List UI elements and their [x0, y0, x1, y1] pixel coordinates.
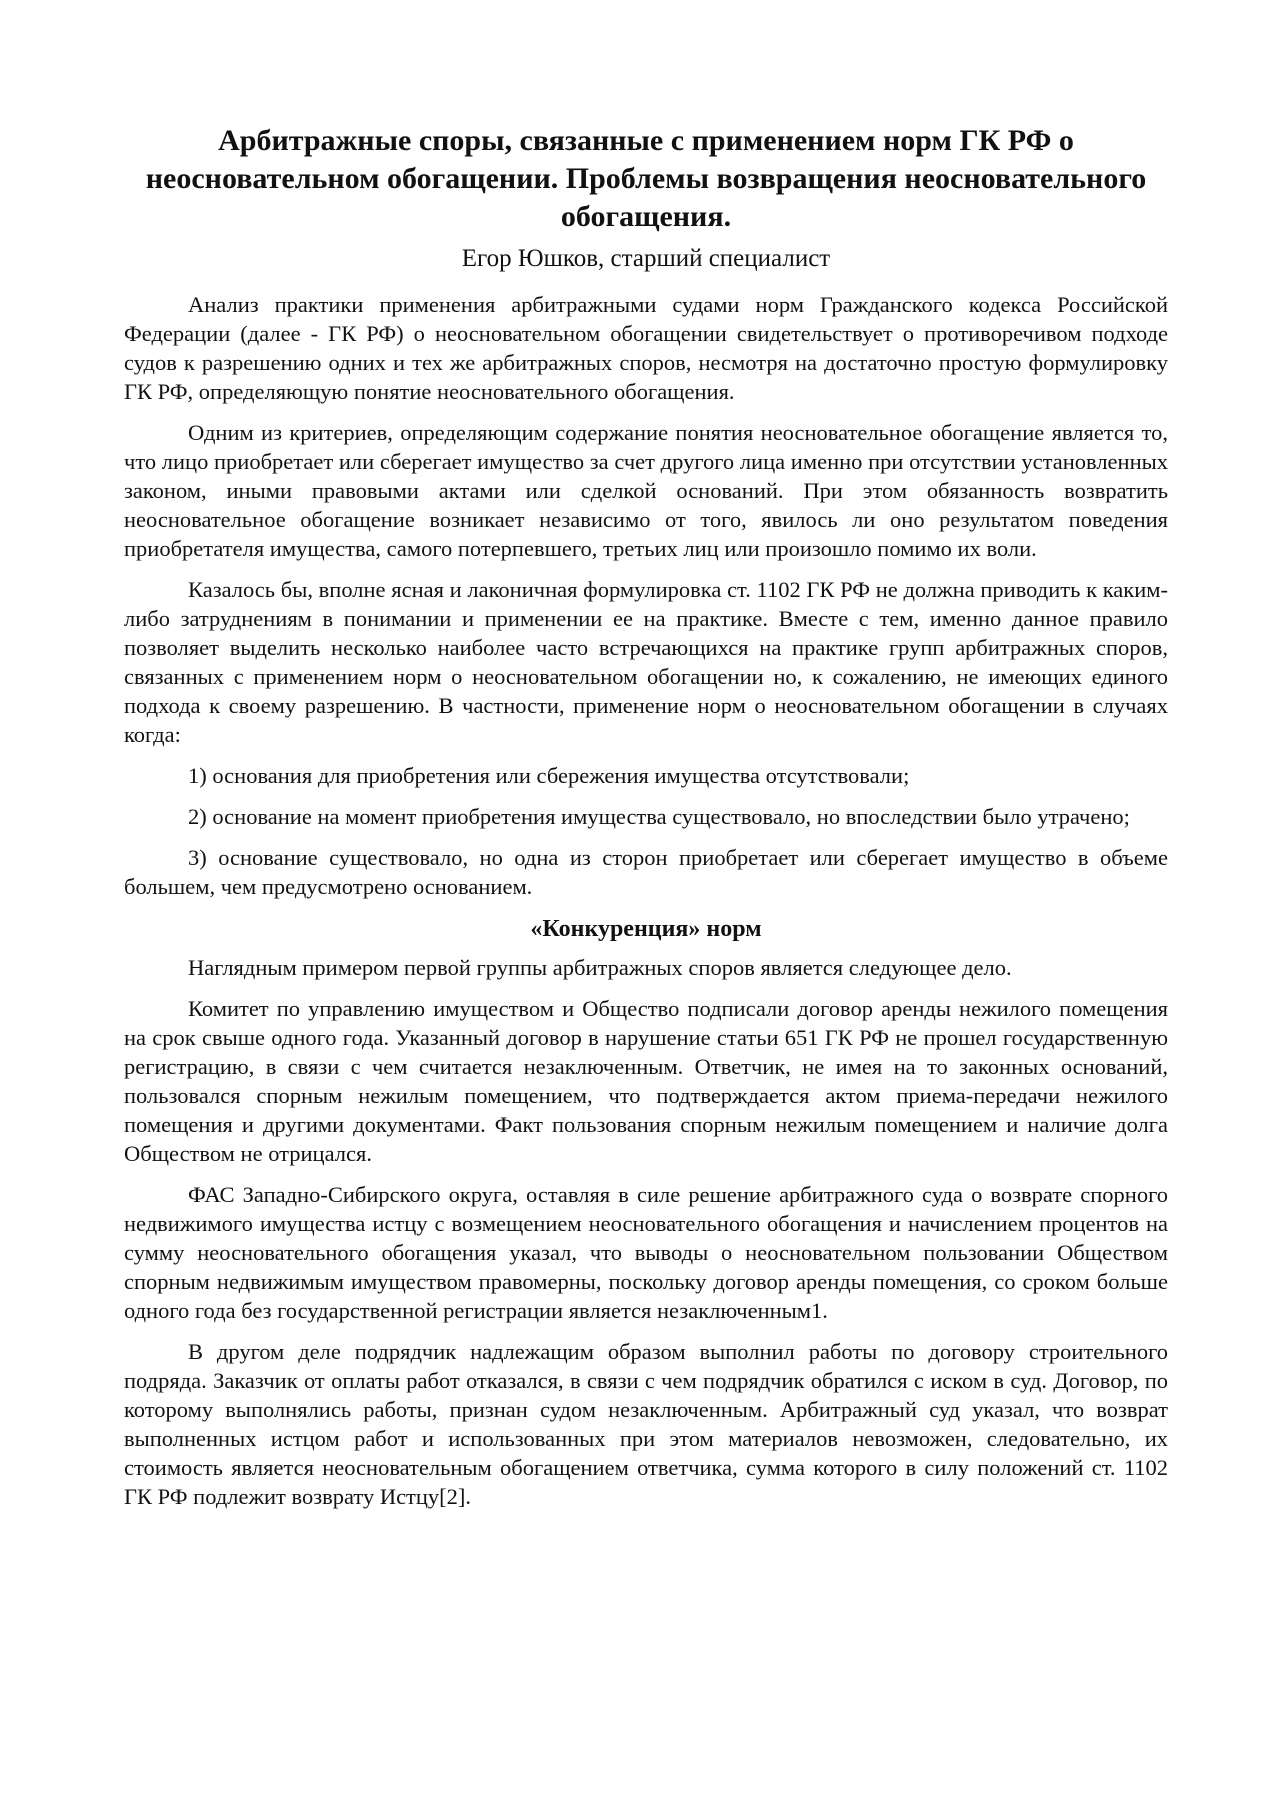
- paragraph: В другом деле подрядчик надлежащим образом выполнил работы по договору строительного подряда. Заказчик от оплаты работ отказался, в связи с чем подрядчик обратился с иском в суд. Договор, по которому выполнялись работы, признан судом незаключенным. Арбитражный суд указал, что возврат выполненных истцом работ и использованных при этом материалов невозможен, следовательно, их стоимость является неосновательным обогащением ответчика, сумма которого в силу положений ст. 1102 ГК РФ подлежит возврату Истцу[2].: [124, 1339, 1168, 1509]
- list-item: 3) основание существовало, но одна из сторон приобретает или сберегает имущество в объеме большем, чем предусмотрено основанием.: [124, 845, 1168, 899]
- paragraph: Одним из критериев, определяющим содержание понятия неосновательное обогащение является то, что лицо приобретает или сберегает имущество за счет другого лица именно при отсутствии установленных законом, иными правовыми актами или сделкой оснований. При этом обязанность возвратить неосновательное обогащение возникает независимо от того, явилось ли оно результатом поведения приобретателя имущества, самого потерпевшего, третьих лиц или произошло помимо их воли.: [124, 420, 1168, 561]
- section-heading: «Конкуренция» норм: [530, 916, 762, 942]
- paragraph: ФАС Западно-Сибирского округа, оставляя в силе решение арбитражного суда о возврате спорного недвижимого имущества истцу с возмещением неосновательного обогащения и начислением процентов на сумму неосновательного обогащения указал, что выводы о неосновательном пользовании Обществом спорным недвижимым имуществом правомерны, поскольку договор аренды помещения, со сроком больше одного года без государственной регистрации является незаключенным1.: [124, 1182, 1168, 1323]
- author-line: Егор Юшков, старший специалист: [461, 245, 831, 272]
- paragraph: Комитет по управлению имуществом и Общество подписали договор аренды нежилого помещения на срок свыше одного года. Указанный договор в нарушение статьи 651 ГК РФ не прошел государственную регистрацию, в связи с чем считается незаключенным. Ответчик, не имея на то законных оснований, пользовался спорным нежилым помещением, что подтверждается актом приема-передачи нежилого помещения и другими документами. Факт пользования спорным нежилым помещением и наличие долга Обществом не отрицался.: [124, 996, 1168, 1166]
- paragraph: Наглядным примером первой группы арбитражных споров является следующее дело.: [188, 955, 1012, 980]
- paragraph: Анализ практики применения арбитражными судами норм Гражданского кодекса Российской Федерации (далее - ГК РФ) о неосновательном обогащении свидетельствует о противоречивом подходе судов к разрешению одних и тех же арбитражных споров, несмотря на достаточно простую формулировку ГК РФ, определяющую понятие неосновательного обогащения.: [124, 292, 1168, 404]
- document-page: [124, 122, 1168, 1523]
- document-title: Арбитражные споры, связанные с применением норм ГК РФ о неосновательном обогащении. Проблемы возвращения неосновательного обогащения.: [145, 124, 1147, 233]
- paragraph: Казалось бы, вполне ясная и лаконичная формулировка ст. 1102 ГК РФ не должна приводить к каким-либо затруднениям в понимании и применении ее на практике. Вместе с тем, именно данное правило позволяет выделить несколько наиболее часто встречающихся на практике групп арбитражных споров, связанных с применением норм о неосновательном обогащении но, к сожалению, не имеющих единого подхода к своему разрешению. В частности, применение норм о неосновательном обогащении в случаях когда:: [124, 577, 1168, 747]
- list-item: 2) основание на момент приобретения имущества существовало, но впоследствии было утрачено;: [188, 804, 1130, 829]
- list-item: 1) основания для приобретения или сбережения имущества отсутствовали;: [188, 763, 910, 788]
